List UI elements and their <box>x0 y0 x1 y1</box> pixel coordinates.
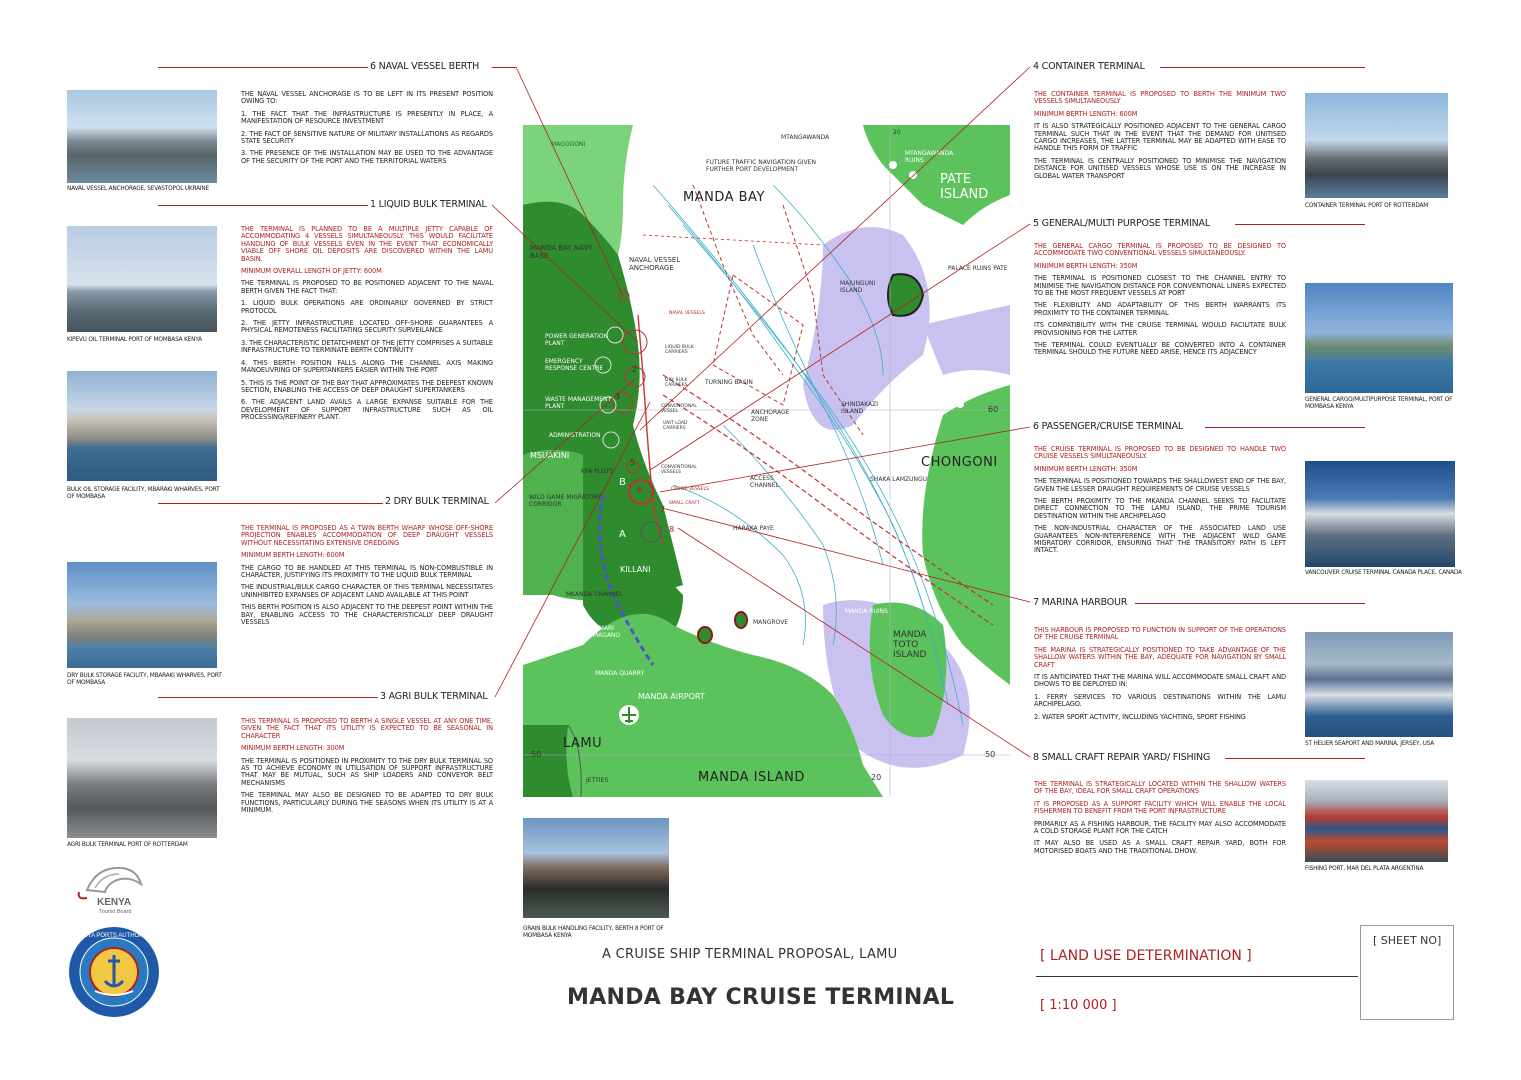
small-craft-text: THE TERMINAL IS STRATEGICALLY LOCATED WITHIN THE SHALLOW WATERS OF THE BAY, IDEAL FOR SMALL CRAFT OPERATIONS IT IS PROPOSED AS A SUPPORT FACILITY WHICH WILL ENABLE THE LOCAL FISHERMEN TO BENEFIT FROM THE PORT INFRASTRUCTURE PRIMARILY AS A FISHING HARBOUR, THE FACILITY MAY ALSO ACCOMMODATE A COLD STORAGE PLANT FOR THE CATCH IT MAY ALSO BE USED AS A SMALL CRAFT REPAIR YARD, BOTH FOR MOTORISED BOATS AND THE TRADITIONAL DHOW. <box>1034 780 1286 855</box>
label-waste-plant: WASTE MANAGEMENT PLANT <box>545 396 612 410</box>
cruise-terminal-text: THE CRUISE TERMINAL IS PROPOSED TO BE DESIGNED TO HANDLE TWO CRUISE VESSELS SIMULTANEOUSLY. MINIMUM BERTH LENGTH: 350M THE TERMINAL IS POSITIONED TOWARDS THE SHALLOWEST END OF THE BAY, GIVEN THE LESSER DRAUGHT REQUIREMENTS OF CRUISE VESSELS THE BERTH PROXIMITY TO THE MKANDA CHANNEL SEEKS TO FACILITATE DIRECT CONNECTION TO THE LAMU ISLAND, THE PRIME TOURISM DESTINATION WITHIN THE ARCHIPELAGO THE NON-INDUSTRIAL CHARACTER OF THE ASSOCIATED LAND USE GUARANTEES NON-INTERFERENCE WITH THE ADJACENT WILD GAME MIGRATORY CORRIDOR, ENSURING THAT THE TRANSITORY PATH IS LEFT INTACT. <box>1034 445 1286 555</box>
naval-photo-caption: NAVAL VESSEL ANCHORAGE, SEVASTOPOL UKRAINE <box>67 186 209 192</box>
agri-bulk-text: THIS TERMINAL IS PROPOSED TO BERTH A SINGLE VESSEL AT ANY ONE TIME, GIVEN THE FACT THAT ITS UTILITY IS EXPECTED TO BE SEASONAL IN CHARACTER MINIMUM BERTH LENGTH: 300M THE TERMINAL IS POSITIONED IN PROXIMITY TO THE DRY BULK TERMINAL SO AS TO ACHIEVE ECONOMY IN UTILISATION OF SUPPORT INFRASTRUCTURE THAT MAY BE MUTUAL, SUCH AS SHIP LOADERS AND CONVEYOR BELT MECHANISMS THE TERMINAL MAY ALSO BE DESIGNED TO BE ADAPTED TO DRY BULK FUNCTIONS, PARTICULARLY DURING THE SEASONS WHEN ITS UTILITY IS AT A MINIMUM. <box>241 717 493 815</box>
label-mtangawanda-ruins: MTANGAWANDA RUINS <box>905 150 954 164</box>
label-zone-b: B <box>619 477 626 488</box>
tourist-board-text: Tourist Board <box>99 909 132 915</box>
label-emergency: EMERGENCY RESPONSE CENTRE <box>545 358 604 372</box>
agri-bulk-title: 3 AGRI BULK TERMINAL <box>380 691 488 702</box>
marina-harbour-title: 7 MARINA HARBOUR <box>1033 597 1128 608</box>
map-num-3: 3 <box>615 392 621 401</box>
map-num-2: 2 <box>632 365 638 374</box>
general-cargo-caption: GENERAL CARGO/MULTIPURPOSE TERMINAL, PORT OF MOMBASA KENYA <box>1305 397 1453 410</box>
label-future-traffic: FUTURE TRAFFIC NAVIGATION GIVEN FURTHER PORT DEVELOPMENT <box>706 159 816 173</box>
map-num-7: 7 <box>660 505 666 514</box>
dry-bulk-title: 2 DRY BULK TERMINAL <box>385 496 489 507</box>
grain-bulk-caption: GRAIN BULK HANDLING FACILITY, BERTH 8 PORT OF MOMBASA KENYA <box>523 926 664 939</box>
label-killani: KILLANI <box>620 565 651 574</box>
label-wild-game-corridor: WILD GAME MIGRATORY CORRIDOR <box>529 494 602 508</box>
label-kimari-magano: KIMARI MAGANO <box>593 625 621 639</box>
label-magogoni: MAGOGONI <box>551 141 586 148</box>
agri-bulk-caption: AGRI BULK TERMINAL PORT OF ROTTERDAM <box>67 842 188 848</box>
container-caption: CONTAINER TERMINAL PORT OF ROTTERDAM <box>1305 203 1429 209</box>
cruise-caption: VANCOUVER CRUISE TERMINAL CANADA PLACE, CANADA <box>1305 570 1462 576</box>
label-unit-load: UNIT LOAD CARRIERS <box>663 421 688 431</box>
label-pate: PATE <box>940 224 960 233</box>
general-cargo-photo <box>1305 283 1453 393</box>
bulk-oil-caption: BULK OIL STORAGE FACILITY, MBARAKI WHARVES, PORT OF MOMBASA <box>67 487 220 500</box>
marina-harbour-text: THIS HARBOUR IS PROPOSED TO FUNCTION IN SUPPORT OF THE OPERATIONS OF THE CRUISE TERMINAL THE MARINA IS STRATEGICALLY POSITIONED TO TAKE ADVANTAGE OF THE SHALLOW WATERS WITHIN THE BAY, ADEQUATE FOR NAVIGATION BY SMALL CRAFT IT IS ANTICIPATED THAT THE MARINA WILL ACCOMMODATE SMALL CRAFT AND DHOWS TO BE DEPLOYED IN: 1. FERRY SERVICES TO VARIOUS DESTINATIONS WITHIN THE LAMU ARCHIPELAGO. 2. WATER SPORT ACTIVITY, INCLUDING YACHTING, SPORT FISHING <box>1034 626 1286 721</box>
label-anchorage-zone: ANCHORAGE ZONE <box>751 409 790 423</box>
label-manda-bay: MANDA BAY <box>683 190 765 205</box>
label-kpa-plots: KPA PLOTS <box>581 468 614 475</box>
grid-50-left: 50 <box>531 750 542 759</box>
dry-bulk-caption: DRY BULK STORAGE FACILITY, MBARAKI WHARVES, PORT OF MOMBASA <box>67 673 222 686</box>
grain-bulk-photo <box>523 818 669 918</box>
marina-photo <box>1305 632 1453 737</box>
fishing-port-photo <box>1305 780 1448 862</box>
map-num-6: 6 <box>637 485 643 494</box>
label-mkanda-channel: MKANDA CHANNEL <box>566 591 624 598</box>
kenya-logo-text: KENYA <box>97 897 132 908</box>
sheet-number-box <box>1360 925 1454 1020</box>
grid-50-right: 50 <box>985 750 996 759</box>
label-navy-base: MANDA BAY NAVY BASE <box>530 244 593 260</box>
naval-berth-title: 6 NAVAL VESSEL BERTH <box>370 61 480 72</box>
label-majunguni: MAJUNGUNI ISLAND <box>840 280 876 294</box>
label-jetties: JETTIES <box>586 777 609 784</box>
sheet-no-label: [ SHEET NO] <box>1373 934 1442 947</box>
label-shaka-lamzungu: SHAKA LAMZUNGU <box>870 476 928 483</box>
label-manda-toto: MANDA TOTO ISLAND <box>893 630 927 660</box>
leader-line <box>1225 758 1365 759</box>
label-access-channel: ACCESS CHANNEL <box>750 475 779 489</box>
label-shindakazi: SHINDAKAZI ISLAND <box>841 401 879 415</box>
leader-line <box>1235 224 1365 225</box>
marina-caption: ST HELIER SEAPORT AND MARINA, JERSEY, USA <box>1305 741 1434 747</box>
footer-divider <box>1036 976 1358 977</box>
naval-berth-text: THE NAVAL VESSEL ANCHORAGE IS TO BE LEFT IN ITS PRESENT POSITION OWING TO: 1. THE FACT THAT THE INFRASTRUCTURE IS PRESENTLY IN PLACE, A MANIFESTATION OF RESOURCE INVESTMENT 2. THE FACT OF SENSITIVE NATURE OF MILITARY INSTALLATIONS AS REGARDS STATE SECURITY 3. THE PRESENCE OF THE INSTALLATION MAY BE USED TO THE ADVANTAGE OF THE SECURITY OF THE PORT AND THE TERRITORIAL WATERS <box>241 90 493 165</box>
label-turning-basin: TURNING BASIN <box>705 379 753 386</box>
label-small-craft: SMALL CRAFT <box>669 501 700 506</box>
grid-60: 60 <box>988 405 999 414</box>
label-naval-vessels: NAVAL VESSELS <box>669 311 705 316</box>
label-pate-island: PATE ISLAND <box>940 172 989 202</box>
label-conventional-vessels: CONVENTIONAL VESSELS <box>661 465 697 475</box>
label-manda-island: MANDA ISLAND <box>698 770 805 785</box>
label-manda-airport: MANDA AIRPORT <box>638 692 705 701</box>
label-palace-ruins: PALACE RUINS PATE <box>948 265 1008 272</box>
dry-bulk-text: THE TERMINAL IS PROPOSED AS A TWIN BERTH WHARF WHOSE OFF-SHORE PROJECTION ENABLES ACCOMMODATION OF DEEP DRAUGHT VESSELS WITHOUT NECESSITATING EXTENSIVE DREDGING MINIMUM BERTH LENGTH: 600M THE CARGO TO BE HANDLED AT THIS TERMINAL IS NON-COMBUSTIBLE IN CHARACTER, JUSTIFYING ITS PROXIMITY TO THE LIQUID BULK TERMINAL THE INDUSTRIAL/BULK CARGO CHARACTER OF THIS TERMINAL NECESSITATES UNINHIBITED EXPANSES OF ADJACENT LAND AVAILABLE AT THIS POINT THIS BERTH POSITION IS ALSO ADJACENT TO THE DEEPEST POINT WITHIN THE BAY, ENABLING ACCESS TO THE CHARACTERISTICALLY DEEP DRAUGHT VESSELS <box>241 524 493 627</box>
footer-title: MANDA BAY CRUISE TERMINAL <box>567 985 955 1010</box>
map-num-5: 5 <box>630 458 636 467</box>
label-mtangawanda: MTANGAWANDA <box>781 134 830 141</box>
leader-line <box>1205 427 1365 428</box>
label-dry-bulk-carriers: DRY BULK CARRIERS <box>665 378 688 388</box>
label-zone-a: A <box>619 529 626 540</box>
cruise-terminal-photo <box>1305 461 1455 567</box>
leader-line <box>1135 603 1365 604</box>
general-terminal-text: THE GENERAL CARGO TERMINAL IS PROPOSED TO BE DESIGNED TO ACCOMMODATE TWO CONVENTIONAL VESSELS SIMULTANEOUSLY. MINIMUM BERTH LENGTH: 350M THE TERMINAL IS POSITIONED CLOSEST TO THE CHANNEL ENTRY TO MINIMISE THE NAVIGATION DISTANCE FOR CONVENTIONAL LINERS EXPECTED TO BE THE MOST FREQUENT VESSELS AT PORT THE FLEXIBILITY AND ADAPTABILITY OF THIS BERTH WARRANTS ITS PROXIMITY TO THE CONTAINER TERMINAL ITS COMPATIBILITY WITH THE CRUISE TERMINAL WOULD FACILITATE BULK PROVISIONING FOR THE LATTER THE TERMINAL COULD EVENTUALLY BE CONVERTED INTO A CONTAINER TERMINAL SHOULD THE FUTURE NEED ARISE, HENCE ITS ADJACENCY <box>1034 242 1286 357</box>
label-manda-ruins: MANDA RUINS <box>845 608 888 615</box>
label-mangrove: MANGROVE <box>753 619 789 626</box>
label-haraka-paye: HARAKA PAYE <box>733 525 774 532</box>
label-cruise-vessels: CRUISE VESSELS <box>671 487 709 492</box>
fishing-caption: FISHING PORT, MAR DEL PLATA ARGENTINA <box>1305 866 1424 872</box>
general-terminal-title: 5 GENERAL/MULTI PURPOSE TERMINAL <box>1033 218 1210 229</box>
container-terminal-title: 4 CONTAINER TERMINAL <box>1033 61 1145 72</box>
liquid-bulk-title: 1 LIQUID BULK TERMINAL <box>370 199 487 210</box>
kipevu-caption: KIPEVU OIL TERMINAL PORT OF MOMBASA KENYA <box>67 337 202 343</box>
label-manda-quarry: MANDA QUARRY <box>595 670 645 677</box>
label-msuakini: MSUAKINI <box>530 451 570 460</box>
label-naval-anchorage: NAVAL VESSEL ANCHORAGE <box>629 256 681 272</box>
liquid-bulk-text: THE TERMINAL IS PLANNED TO BE A MULTIPLE JETTY CAPABLE OF ACCOMMODATING 4 VESSELS SIMULTANEOUSLY. THIS WOULD FACILITATE HANDLING OF BULK VESSELS EVEN IN THE EVENT THAT ECONOMICALLY VIABLE OFF SHORE OIL DEPOSITS ARE DISCOVERED WITHIN THE LAMU BASIN. MINIMUM OVERALL LENGTH OF JETTY: 600M THE TERMINAL IS PROPOSED TO BE POSITIONED ADJACENT TO THE NAVAL BERTH GIVEN THE FACT THAT: 1. LIQUID BULK OPERATIONS ARE ORDINARILY GOVERNED BY STRICT PROTOCOL 2. THE JETTY INFRASTRUCTURE LOCATED OFF-SHORE GUARANTEES A PHYSICAL REMOTENESS FACILITATING SECURITY SURVEILANCE 3. THE CHARACTERISTIC DETATCHMENT OF THE JETTY COMPRISES A SUITABLE INFRASTRUCTURE TO TERMINATE BERTH CONTINUITY 4. THIS BERTH POSITION FALLS ALONG THE CHANNEL AXIS MAKING MANOEUVRING OF SUPERTANKERS EASIER WITHIN THE PORT 5. THIS IS THE POINT OF THE BAY THAT APPROXIMATES THE DEEPEST KNOWN SECTION, ENABLING THE ACCESS OF DEEP DRAUGHT SUPERTANKERS 6. THE ADJACENT LAND AVAILS A LARGE EXPANSE SUITABLE FOR THE DEVELOPMENT OF SUPPORT INFRASTRUCTURE SUCH AS OIL PROCESSING/REFINERY PLANT. <box>241 225 493 422</box>
cruise-terminal-title: 6 PASSENGER/CRUISE TERMINAL <box>1033 421 1183 432</box>
grid-20-bottom: 20 <box>871 773 882 782</box>
label-conventional-vessel: CONVENTIONAL VESSEL <box>661 404 697 414</box>
label-administration: ADMINISTRATION <box>549 432 601 439</box>
container-terminal-photo <box>1305 93 1448 198</box>
container-terminal-text: THE CONTAINER TERMINAL IS PROPOSED TO BERTH THE MINIMUM TWO VESSELS SIMULTANEOUSLY MINIMUM BERTH LENGTH: 600M IT IS ALSO STRATEGICALLY POSITIONED ADJACENT TO THE GENERAL CARGO TERMINAL SUCH THAT IN THE EVENT THAT THE DEMAND FOR UNITISED CARGO INCREASES, THE LATTER TERMINAL MAY BE ADAPTED WITH EASE TO HANDLE THIS FORM OF TRAFFIC THE TERMINAL IS CENTRALLY POSITIONED TO MINIMISE THE NAVIGATION DISTANCE FOR UNITISED VESSELS WHOSE USE IS ON THE INCREASE IN GLOBAL WATER TRANSPORT <box>1034 90 1286 180</box>
ports-authority-ring-text: KENYA PORTS AUTHORITY <box>75 933 153 939</box>
label-power-plant: POWER GENERATION PLANT <box>545 333 609 347</box>
footer-subtitle: A CRUISE SHIP TERMINAL PROPOSAL, LAMU <box>602 947 898 962</box>
land-use-label: [ LAND USE DETERMINATION ] <box>1040 948 1252 964</box>
small-craft-title: 8 SMALL CRAFT REPAIR YARD/ FISHING <box>1033 752 1211 763</box>
grid-20-top: 20 <box>893 129 901 136</box>
map-num-8: 8 <box>669 525 675 534</box>
leader-line <box>1160 67 1365 68</box>
scale-label: [ 1:10 000 ] <box>1040 998 1117 1013</box>
label-lamu: LAMU <box>563 736 603 751</box>
label-chongoni: CHONGONI <box>921 455 998 470</box>
label-liquid-bulk-carriers: LIQUID BULK CARRIERS <box>665 345 694 355</box>
